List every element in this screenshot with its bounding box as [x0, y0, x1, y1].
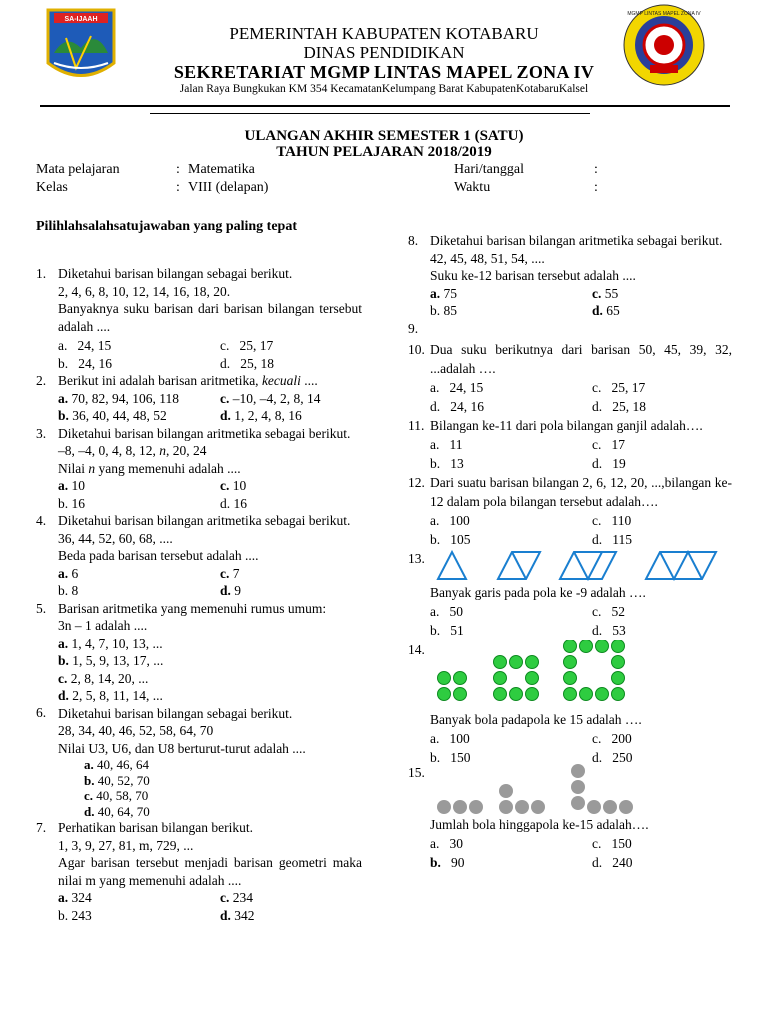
- option-c[interactable]: c. 25, 17: [220, 338, 274, 353]
- question-12: 12. Dari suatu barisan bilangan 2, 6, 12, 20, ...,bilangan ke-12 dalam pola bilangan tersebut adalah…. a. 100 c. 110 b. 105 d. 115: [408, 473, 732, 549]
- question-4: 4. Diketahui barisan bilangan aritmetika sebagai berikut. 36, 44, 52, 60, 68, .... Beda pada barisan tersebut adalah .... a. 6 c. 7 b. 8 d. 9: [36, 512, 362, 600]
- option-c[interactable]: c. 10: [220, 478, 247, 493]
- date-label: Hari/tanggal: [454, 162, 524, 177]
- header-address: Jalan Raya Bungkukan KM 354 KecamatanKelumpang Barat KabupatenKotabaruKalsel: [179, 83, 589, 95]
- svg-text:SA-IJAAH: SA-IJAAH: [64, 16, 98, 23]
- option-a[interactable]: a. 40, 46, 64: [84, 757, 149, 772]
- option-a[interactable]: a. 1, 4, 7, 10, 13, ...: [58, 635, 163, 651]
- header-line1: PEMERINTAH KABUPATEN KOTABARU: [229, 24, 539, 43]
- instruction: Pilihlahsalahsatujawaban yang paling tepat: [36, 219, 298, 234]
- option-b[interactable]: b. 243: [58, 907, 92, 923]
- date-colon: :: [594, 162, 598, 177]
- option-d[interactable]: d. 1, 2, 4, 8, 16: [220, 408, 302, 423]
- question-5: 5. Barisan aritmetika yang memenuhi rumus umum: 3n – 1 adalah .... a. 1, 4, 7, 10, 13, ... b. 1, 5, 9, 13, 17, ... c. 2, 8, 14, 20, ... d. 2, 5, 8, 11, 14, ...: [36, 600, 362, 705]
- svg-text:MGMP LINTAS MAPEL ZONA IV: MGMP LINTAS MAPEL ZONA IV: [627, 11, 701, 17]
- option-c[interactable]: c. 234: [220, 890, 253, 905]
- option-c[interactable]: c. 52: [592, 603, 625, 619]
- class-label: Kelas: [36, 180, 68, 195]
- option-d[interactable]: d. 40, 64, 70: [84, 803, 150, 819]
- option-a[interactable]: a. 10: [58, 478, 85, 493]
- option-b[interactable]: b. 36, 40, 44, 48, 52: [58, 408, 167, 423]
- option-a[interactable]: a. 11: [430, 436, 463, 452]
- subject-value: Matematika: [188, 162, 255, 177]
- option-b[interactable]: b. 85: [430, 303, 457, 318]
- option-c[interactable]: c. 200: [592, 730, 632, 746]
- option-c[interactable]: c. 55: [592, 285, 619, 301]
- question-10: 10. Dua suku berikutnya dari barisan 50, 45, 39, 32, ...adalah …. a. 24, 15 c. 25, 17 d. 24, 16 d. 25, 18: [408, 340, 732, 416]
- option-d[interactable]: d. 9: [220, 583, 242, 598]
- class-colon: :: [176, 180, 180, 195]
- option-b[interactable]: b. 51: [430, 622, 464, 638]
- option-b[interactable]: b. 1, 5, 9, 13, 17, ...: [58, 653, 164, 668]
- option-a[interactable]: a. 24, 15: [58, 338, 112, 353]
- option-b[interactable]: b. 24, 16: [58, 355, 112, 371]
- option-d[interactable]: d. 342: [220, 907, 255, 923]
- class-value: VIII (delapan): [188, 180, 269, 195]
- option-a[interactable]: a. 24, 15: [430, 379, 484, 395]
- green-ball-pattern-figure: [436, 640, 732, 710]
- question-8: 8. Diketahui barisan bilangan aritmetika sebagai berikut. 42, 45, 48, 51, 54, .... Suku ke-12 barisan tersebut adalah .... a. 75 c. 55 b. 85 d. 65: [408, 232, 732, 320]
- option-a[interactable]: a. 100: [430, 512, 470, 528]
- option-d[interactable]: d. 115: [592, 531, 632, 547]
- option-c[interactable]: c. –10, –4, 2, 8, 14: [220, 390, 321, 406]
- option-c[interactable]: c. 2, 8, 14, 20, ...: [58, 670, 149, 686]
- question-11: 11. Bilangan ke-11 dari pola bilangan ganjil adalah…. a. 11 c. 17 b. 13 d. 19: [408, 416, 732, 473]
- option-a[interactable]: a. 50: [430, 603, 463, 619]
- option-a[interactable]: a. 6: [58, 565, 79, 581]
- option-c[interactable]: c. 150: [592, 835, 632, 851]
- option-a[interactable]: a. 30: [430, 835, 463, 851]
- subject-colon: :: [176, 162, 180, 177]
- option-d[interactable]: d. 25, 18: [592, 398, 646, 414]
- grey-ball-pattern-figure: [436, 763, 732, 815]
- question-9: 9.: [408, 320, 419, 336]
- option-c[interactable]: c. 40, 58, 70: [84, 788, 149, 803]
- question-2: 2. Berikut ini adalah barisan aritmetika, kecuali .... a. 70, 82, 94, 106, 118 c. –10, –4, 2, 8, 14 b. 36, 40, 44, 48, 52 d. 1, 2, 4, 8, 16: [36, 372, 362, 425]
- header-line3: SEKRETARIAT MGMP LINTAS MAPEL ZONA IV: [173, 62, 595, 82]
- right-column: [408, 232, 732, 872]
- exam-year: TAHUN PELAJARAN 2018/2019: [276, 144, 492, 160]
- option-c[interactable]: c. 7: [220, 565, 240, 581]
- question-1: 1. Diketahui barisan bilangan sebagai berikut. 2, 4, 6, 8, 10, 12, 14, 16, 18, 20. Banyaknya suku barisan dari barisan bilangan tersebut adalah .... a. 24, 15 c. 25, 17 b. 24, 16 d. 25, 18: [36, 265, 362, 372]
- option-b[interactable]: d. 24, 16: [430, 398, 484, 414]
- subject-label: Mata pelajaran: [36, 162, 120, 177]
- option-d[interactable]: d. 2, 5, 8, 11, 14, ...: [58, 688, 163, 703]
- option-a[interactable]: a. 75: [430, 285, 457, 301]
- option-d[interactable]: d. 25, 18: [220, 355, 274, 371]
- header-rule-thin: [150, 113, 590, 114]
- option-d[interactable]: d. 53: [592, 622, 626, 638]
- option-d[interactable]: d. 250: [592, 749, 633, 765]
- triangle-pattern-figure: [436, 549, 732, 583]
- time-colon: :: [594, 180, 598, 195]
- question-13: 13. Banyak garis pada pola ke -9 adalah …. a. 50 c. 52 b. 51 d. 53: [408, 549, 732, 640]
- exam-title: ULANGAN AKHIR SEMESTER 1 (SATU): [244, 128, 524, 144]
- option-c[interactable]: c. 25, 17: [592, 379, 646, 395]
- option-a[interactable]: a. 70, 82, 94, 106, 118: [58, 390, 179, 406]
- question-7: 7. Perhatikan barisan bilangan berikut. 1, 3, 9, 27, 81, m, 729, ... Agar barisan tersebut menjadi barisan geometri maka nilai m yang memenuhi adalah .... a. 324 c. 234 b. 243 d. 342: [36, 819, 362, 924]
- header-line2: DINAS PENDIDIKAN: [303, 43, 465, 62]
- option-d[interactable]: d. 16: [220, 495, 247, 511]
- option-a[interactable]: a. 324: [58, 890, 92, 905]
- option-b[interactable]: b. 16: [58, 495, 85, 511]
- option-b[interactable]: b. 105: [430, 531, 471, 547]
- question-15: 15. Jumlah bola hinggapola ke-15 adalah…. a. 30 c. 150 b. 90 d. 240: [408, 763, 732, 872]
- option-c[interactable]: c. 110: [592, 512, 632, 528]
- option-b[interactable]: b. 13: [430, 455, 464, 471]
- question-14: 14. Banyak bola padapola ke 15 adalah …. a. 100 c. 200 b. 150 d. 250: [408, 640, 732, 767]
- option-c[interactable]: c. 17: [592, 436, 625, 452]
- option-b[interactable]: b. 90: [430, 854, 465, 870]
- question-3: 3. Diketahui barisan bilangan aritmetika sebagai berikut. –8, –4, 0, 4, 8, 12, n, 20, 24 Nilai n yang memenuhi adalah .... a. 10 c. 10 b. 16 d. 16: [36, 425, 362, 513]
- time-label: Waktu: [454, 180, 491, 195]
- option-d[interactable]: d. 65: [592, 303, 620, 318]
- option-d[interactable]: d. 240: [592, 854, 633, 870]
- option-a[interactable]: a. 100: [430, 730, 470, 746]
- header-rule: [40, 105, 730, 107]
- option-b[interactable]: b. 40, 52, 70: [84, 772, 150, 788]
- question-6: 6. Diketahui barisan bilangan sebagai berikut. 28, 34, 40, 46, 52, 58, 64, 70 Nilai U3, U6, dan U8 berturut-turut adalah .... a. 40, 46, 64 b. 40, 52, 70 c. 40, 58, 70 d. 40, 64, 70: [36, 705, 362, 820]
- option-b[interactable]: b. 150: [430, 749, 471, 765]
- option-b[interactable]: b. 8: [58, 583, 79, 598]
- left-column: [36, 265, 362, 924]
- option-d[interactable]: d. 19: [592, 455, 626, 471]
